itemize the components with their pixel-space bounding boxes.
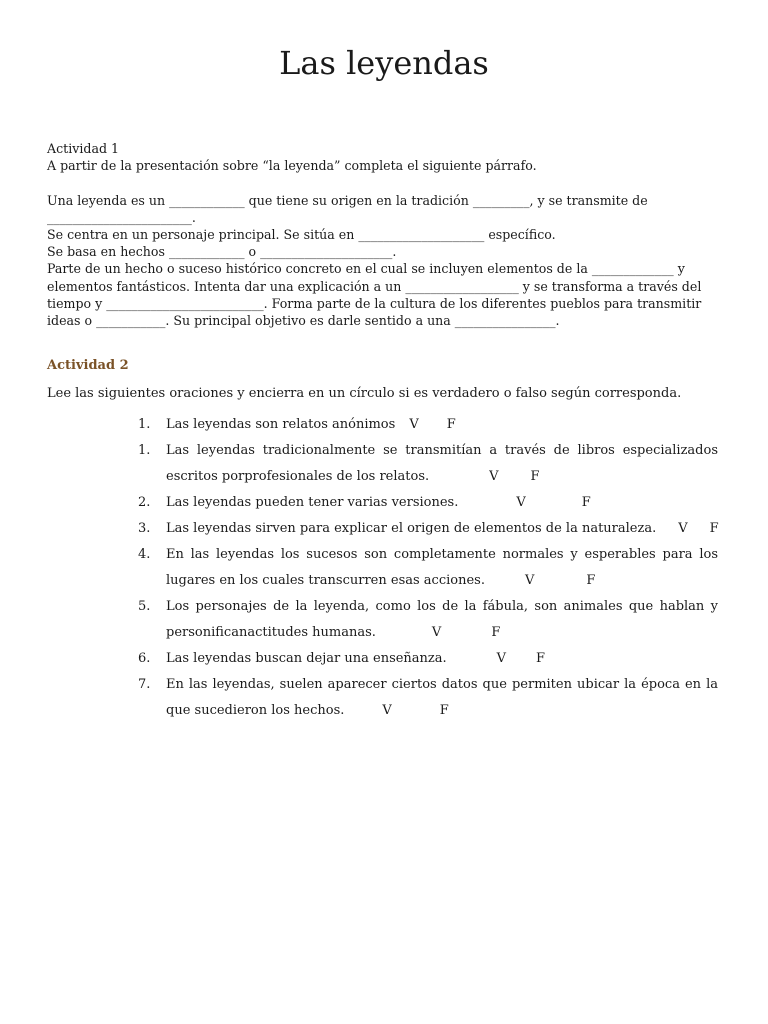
item-text: Las leyendas buscan dejar una enseñanza. xyxy=(166,651,447,666)
false-option[interactable]: F xyxy=(536,651,546,666)
item-number: 1. xyxy=(138,417,151,432)
paragraph-line: Parte de un hecho o suceso histórico concreto en el cual se incluyen elementos de la _____________ y xyxy=(47,261,685,277)
false-option[interactable]: F xyxy=(530,469,540,484)
false-option[interactable]: F xyxy=(709,521,719,536)
true-option[interactable]: V xyxy=(382,703,392,718)
item-number: 4. xyxy=(138,547,151,562)
false-option[interactable]: F xyxy=(581,495,591,510)
paragraph-line: elementos fantásticos. Intenta dar una explicación a un __________________ y se transforma a través del xyxy=(47,278,702,294)
item-number: 5. xyxy=(138,599,151,614)
item-text: Las leyendas son relatos anónimos xyxy=(166,417,396,432)
true-option[interactable]: V xyxy=(678,521,688,536)
list-item xyxy=(138,438,718,490)
item-number: 2. xyxy=(138,495,151,510)
paragraph-line: tiempo y _________________________. Forma parte de la cultura de los diferentes pueblos para transmitir xyxy=(47,295,702,311)
paragraph-line: Una leyenda es un ____________ que tiene su origen en la tradición _________, y se transmite de xyxy=(47,192,648,208)
item-text: En las leyendas, suelen aparecer ciertos datos que permiten ubicar la época en la que sucedieron los hechos. xyxy=(166,677,718,718)
activity-2-instruction: Lee las siguientes oraciones y encierra en un círculo si es verdadero o falso según corresponda. xyxy=(47,386,682,401)
list-item xyxy=(138,516,718,542)
list-item xyxy=(138,412,718,438)
true-false-list xyxy=(138,412,718,724)
paragraph-line: ideas o ___________. Su principal objetivo es darle sentido a una ________________. xyxy=(47,312,560,328)
paragraph-line: _______________________. xyxy=(47,209,196,225)
item-number: 3. xyxy=(138,521,151,536)
paragraph-line: Se centra en un personaje principal. Se sitúa en ____________________ específico. xyxy=(47,226,556,242)
false-option[interactable]: F xyxy=(491,625,501,640)
item-text: Las leyendas sirven para explicar el origen de elementos de la naturaleza. xyxy=(166,521,657,536)
true-option[interactable]: V xyxy=(496,651,507,666)
activity-2-heading: Actividad 2 xyxy=(47,358,129,373)
item-text: Los personajes de la leyenda, como los de la fábula, son animales que hablan y personificanactitudes humanas. xyxy=(166,599,718,640)
list-item xyxy=(138,490,718,516)
item-text: En las leyendas los sucesos son completamente normales y esperables para los lugares en los cuales transcurren esas acciones. xyxy=(166,547,718,588)
false-option[interactable]: F xyxy=(446,417,456,432)
item-number: 6. xyxy=(138,651,151,666)
list-item xyxy=(138,646,718,672)
item-number: 1. xyxy=(138,443,151,458)
false-option[interactable]: F xyxy=(439,703,449,718)
activity-1-heading: Actividad 1 xyxy=(47,141,120,156)
list-item xyxy=(138,594,718,646)
paragraph-line: Se basa en hechos ____________ o _____________________. xyxy=(47,244,397,260)
item-text: Las leyendas tradicionalmente se transmitían a través de libros especializados escritos porprofesionales de los relatos. xyxy=(166,443,718,484)
spacer xyxy=(47,174,727,191)
true-option[interactable]: V xyxy=(489,469,499,484)
page-title: Las leyendas xyxy=(279,44,489,82)
true-option[interactable]: V xyxy=(431,625,442,640)
true-option[interactable]: V xyxy=(516,495,526,510)
true-option[interactable]: V xyxy=(409,417,419,432)
item-number: 7. xyxy=(138,677,151,692)
list-item xyxy=(138,672,718,724)
activity-1-section xyxy=(47,140,727,329)
item-text: Las leyendas pueden tener varias versiones. xyxy=(166,495,459,510)
false-option[interactable]: F xyxy=(586,573,596,588)
true-option[interactable]: V xyxy=(524,573,535,588)
activity-1-instruction: A partir de la presentación sobre “la leyenda” completa el siguiente párrafo. xyxy=(47,158,537,174)
list-item xyxy=(138,542,718,594)
